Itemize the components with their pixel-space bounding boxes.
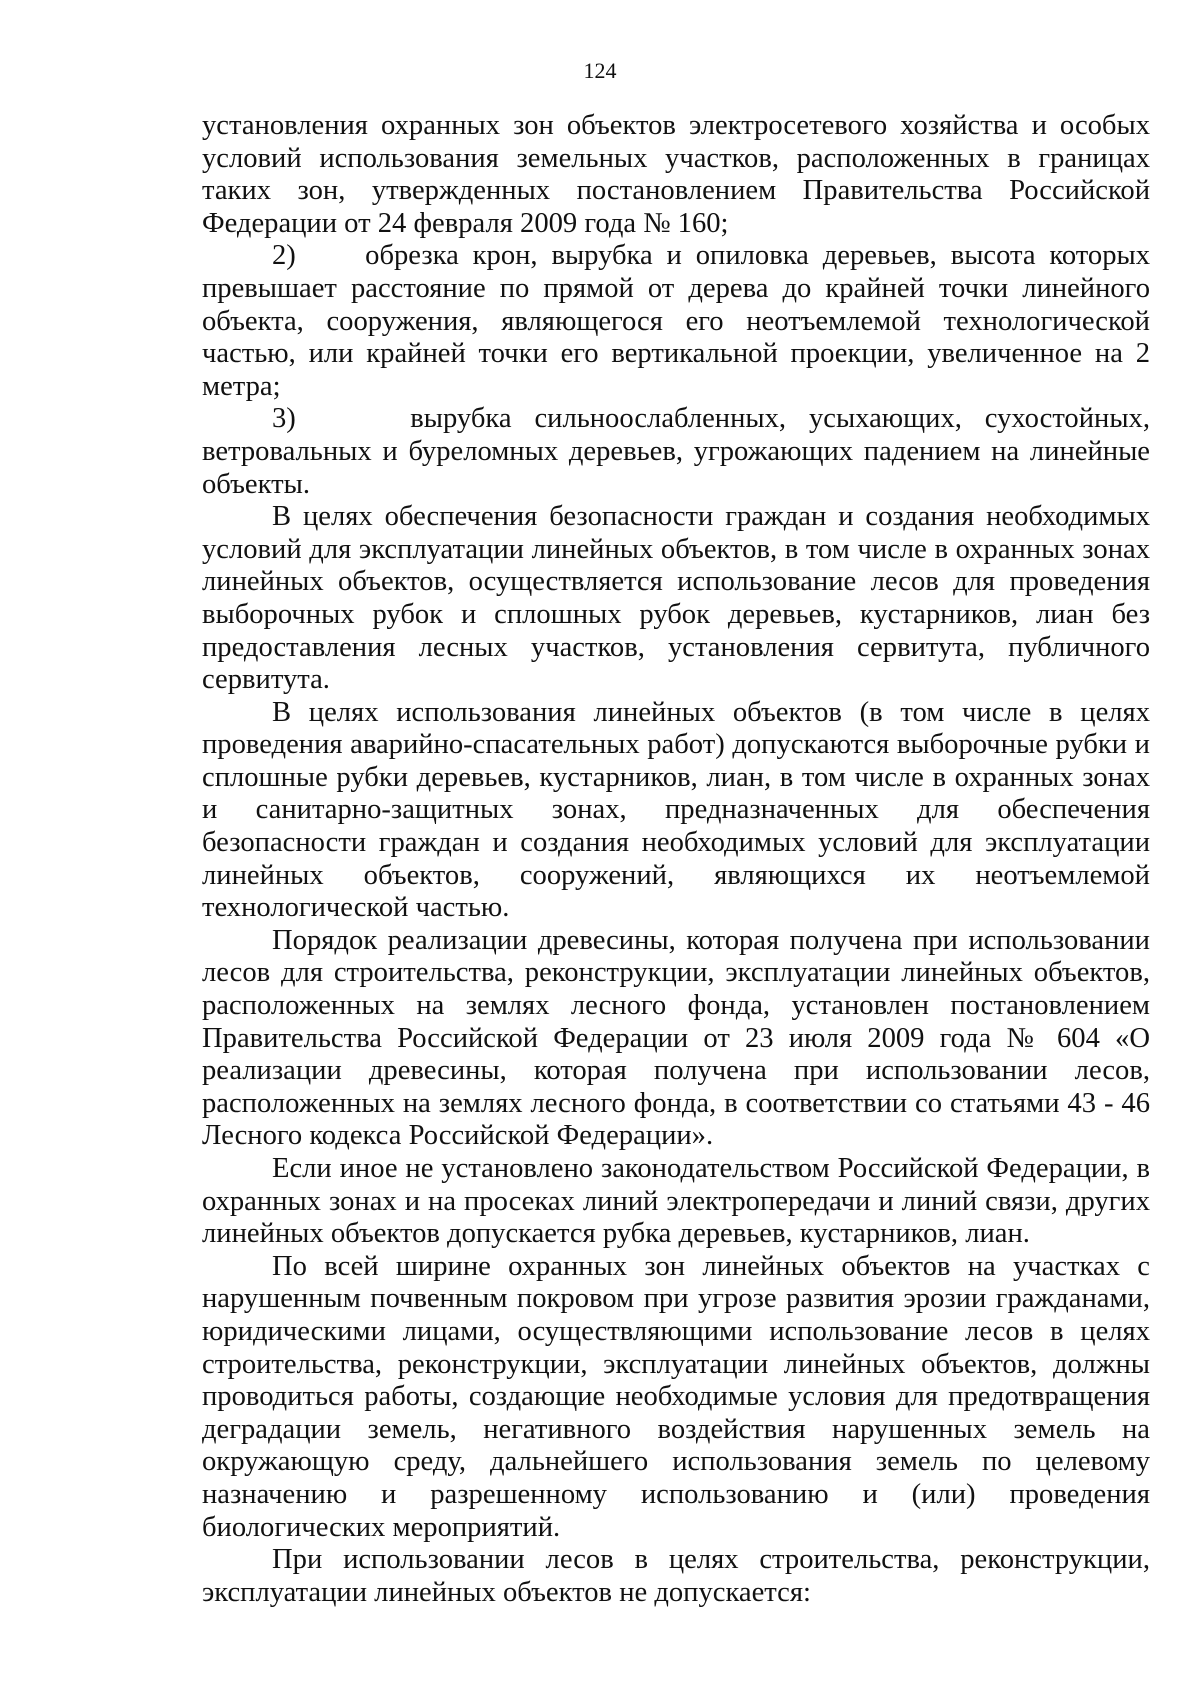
- document-body: [202, 110, 1150, 1609]
- paragraph-prohibitions-intro: При использовании лесов в целях строительства, реконструкции, эксплуатации линейных объектов не допускается:: [202, 1544, 1150, 1608]
- paragraph-continuation: установления охранных зон объектов электросетевого хозяйства и особых условий использования земельных участков, расположенных в границах таких зон, утвержденных постановлением Правительства Российской Федерации от 24 февраля 2009 года № 160;: [202, 110, 1150, 239]
- paragraph-usage-felling: В целях использования линейных объектов (в том числе в целях проведения аварийно-спасательных работ) допускаются выборочные рубки и сплошные рубки деревьев, кустарников, лиан, в том числе в охранных зонах и санитарно-защитных зонах, предназначенных для обеспечения безопасности граждан и создания необходимых условий для эксплуатации линейных объектов, сооружений, являющихся их неотъемлемой технологической частью.: [202, 696, 1150, 924]
- paragraph-timber-sale: Порядок реализации древесины, которая получена при использовании лесов для строительства, реконструкции, эксплуатации линейных объектов, расположенных на землях лесного фонда, установлен постановлением Правительства Российской Федерации от 23 июля 2009 года № 604 «О реализации древесины, которая получена при использовании лесов, расположенных на землях лесного фонда, в соответствии со статьями 43 - 46 Лесного кодекса Российской Федерации».: [202, 924, 1150, 1152]
- page-number: 124: [583, 58, 617, 83]
- paragraph-safety-clearing: В целях обеспечения безопасности граждан и создания необходимых условий для эксплуатации линейных объектов, в том числе в охранных зонах линейных объектов, осуществляется использование лесов для проведения выборочных рубок и сплошных рубок деревьев, кустарников, лиан без предоставления лесных участков, установления сервитута, публичного сервитута.: [202, 501, 1150, 696]
- paragraph-powerline-zones: Если иное не установлено законодательством Российской Федерации, в охранных зонах и на просеках линий электропередачи и линий связи, других линейных объектов допускается рубка деревьев, кустарников, лиан.: [202, 1153, 1150, 1250]
- paragraph-erosion-works: По всей ширине охранных зон линейных объектов на участках с нарушенным почвенным покровом при угрозе развития эрозии гражданами, юридическими лицами, осуществляющими использование лесов в целях строительства, реконструкции, эксплуатации линейных объектов, должны проводиться работы, создающие необходимые условия для предотвращения деградации земель, негативного воздействия нарушенных земель на окружающую среду, дальнейшего использования земель по целевому назначению и разрешенному использованию и (или) проведения биологических мероприятий.: [202, 1250, 1150, 1543]
- paragraph-list-item-2: 2) обрезка крон, вырубка и опиловка деревьев, высота которых превышает расстояние по прямой от дерева до крайней точки линейного объекта, сооружения, являющегося его неотъемлемой технологической частью, или крайней точки его вертикальной проекции, увеличенное на 2 метра;: [202, 240, 1150, 402]
- paragraph-list-item-3: 3) вырубка сильноослабленных, усыхающих, сухостойных, ветровальных и буреломных деревьев, угрожающих падением на линейные объекты.: [202, 403, 1150, 500]
